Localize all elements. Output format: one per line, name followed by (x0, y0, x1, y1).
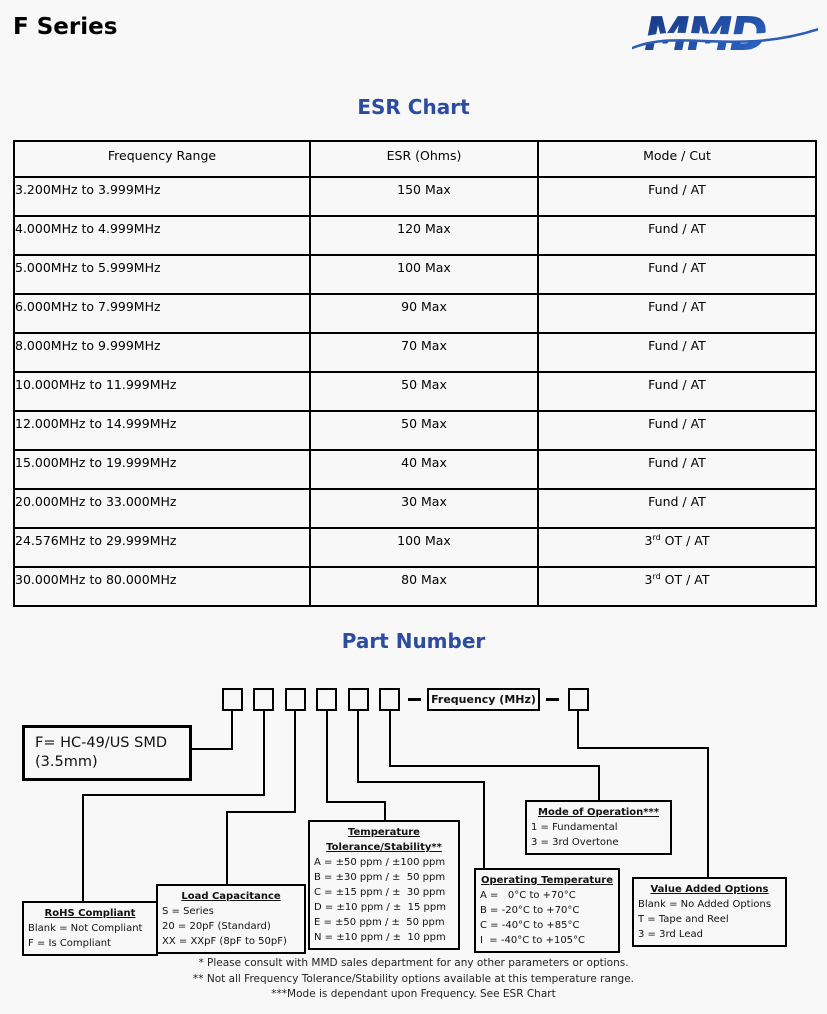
text-line: ** Not all Frequency Tolerance/Stability options available at this temperature range. (193, 972, 634, 985)
cell-esr: 90 Max (310, 294, 538, 333)
part-field-box-4 (316, 688, 337, 711)
text-line: I = -40°C to +105°C (480, 935, 586, 946)
cell-esr: 100 Max (310, 528, 538, 567)
cell-frequency-range: 5.000MHz to 5.999MHz (14, 255, 310, 294)
temperature-tolerance-box (308, 820, 460, 950)
esr-chart-heading: ESR Chart (357, 95, 470, 119)
text-line: B = -20°C to +70°C (480, 905, 580, 916)
col-header-esr-ohms: ESR (Ohms) (310, 141, 538, 177)
mode-of-operation-title: Mode of Operation*** (538, 807, 659, 818)
cell-mode-cut: 3rd OT / AT (538, 567, 816, 606)
cell-esr: 50 Max (310, 372, 538, 411)
connector-line (384, 801, 386, 821)
temperature-tolerance-title (314, 825, 454, 855)
text-line: B = ±30 ppm / ± 50 ppm (314, 872, 446, 883)
cell-mode-cut: Fund / AT (538, 411, 816, 450)
text-line: D = ±10 ppm / ± 15 ppm (314, 902, 446, 913)
text-line: T = Tape and Reel (638, 914, 729, 925)
temperature-tolerance-options (314, 855, 454, 945)
text-line: 1 = Fundamental (531, 822, 618, 833)
text-line: 3 = 3rd Overtone (531, 837, 619, 848)
cell-frequency-range: 12.000MHz to 14.999MHz (14, 411, 310, 450)
operating-temperature-box (474, 868, 620, 953)
cell-frequency-range: 15.000MHz to 19.999MHz (14, 450, 310, 489)
mmd-logo-icon (632, 6, 818, 62)
text-line: Blank = Not Compliant (28, 923, 143, 934)
text-line: C = ±15 ppm / ± 30 ppm (314, 887, 446, 898)
cell-esr: 100 Max (310, 255, 538, 294)
cell-frequency-range: 20.000MHz to 33.000MHz (14, 489, 310, 528)
connector-line (389, 765, 600, 767)
part-field-box-1 (222, 688, 243, 711)
text-line: (3.5mm) (35, 754, 98, 770)
operating-temperature-title: Operating Temperature (480, 875, 614, 886)
table-row (14, 450, 816, 489)
text-line: 3 = 3rd Lead (638, 929, 703, 940)
load-capacitance-title: Load Capacitance (181, 891, 281, 902)
text-line: XX = XXpF (8pF to 50pF) (162, 936, 287, 947)
table-row (14, 372, 816, 411)
cell-frequency-range: 8.000MHz to 9.999MHz (14, 333, 310, 372)
cell-mode-cut: Fund / AT (538, 372, 816, 411)
connector-line (598, 765, 600, 803)
cell-frequency-range: 10.000MHz to 11.999MHz (14, 372, 310, 411)
connector-line (577, 747, 709, 749)
text-line: C = -40°C to +85°C (480, 920, 580, 931)
rohs-options (28, 921, 152, 951)
cell-mode-cut: Fund / AT (538, 489, 816, 528)
connector-line (483, 781, 485, 869)
box-title-line: Temperature (348, 827, 420, 838)
cell-mode-cut: Fund / AT (538, 216, 816, 255)
text-line: S = Series (162, 906, 214, 917)
dash-separator-2 (546, 698, 559, 701)
value-added-options-title: Value Added Options (650, 884, 769, 895)
cell-frequency-range: 24.576MHz to 29.999MHz (14, 528, 310, 567)
cell-esr: 30 Max (310, 489, 538, 528)
connector-line (707, 747, 709, 878)
part-field-box-3 (285, 688, 306, 711)
connector-line (357, 781, 485, 783)
text-line: 20 = 20pF (Standard) (162, 921, 271, 932)
connector-line (577, 710, 579, 749)
mode-of-operation-box (525, 800, 672, 855)
table-row (14, 411, 816, 450)
text-line: A = 0°C to +70°C (480, 890, 576, 901)
cell-frequency-range: 6.000MHz to 7.999MHz (14, 294, 310, 333)
page-title: F Series (13, 14, 118, 40)
cell-esr: 150 Max (310, 177, 538, 216)
table-row (14, 216, 816, 255)
cell-esr: 50 Max (310, 411, 538, 450)
load-capacitance-box (156, 884, 306, 954)
connector-line (82, 794, 265, 796)
table-row (14, 567, 816, 606)
col-header-mode-cut: Mode / Cut (538, 141, 816, 177)
table-row (14, 489, 816, 528)
text-line: A = ±50 ppm / ±100 ppm (314, 857, 446, 868)
connector-line (263, 710, 265, 796)
dash-separator-1 (408, 698, 421, 701)
table-row (14, 333, 816, 372)
text-line: N = ±10 ppm / ± 10 ppm (314, 932, 446, 943)
cell-esr: 120 Max (310, 216, 538, 255)
part-number-heading: Part Number (341, 629, 486, 653)
connector-line (231, 710, 233, 750)
value-added-options-box (632, 877, 787, 947)
operating-temperature-options (480, 888, 614, 948)
connector-line (82, 794, 84, 902)
cell-esr: 40 Max (310, 450, 538, 489)
footnotes (0, 956, 827, 1003)
table-row (14, 255, 816, 294)
esr-table-header-row (14, 141, 816, 177)
part-field-box-5 (348, 688, 369, 711)
text-line: ***Mode is dependant upon Frequency. See ESR Chart (271, 988, 556, 1000)
connector-line (226, 811, 296, 813)
rohs-title: RoHS Compliant (44, 908, 136, 919)
text-line: * Please consult with MMD sales department for any other parameters or options. (198, 957, 629, 969)
cell-frequency-range: 4.000MHz to 4.999MHz (14, 216, 310, 255)
text-line: F= HC-49/US SMD (35, 735, 168, 751)
cell-mode-cut: Fund / AT (538, 177, 816, 216)
cell-mode-cut: Fund / AT (538, 255, 816, 294)
box-title-line: Tolerance/Stability** (326, 842, 442, 853)
cell-frequency-range: 3.200MHz to 3.999MHz (14, 177, 310, 216)
cell-esr: 70 Max (310, 333, 538, 372)
connector-line (190, 748, 233, 750)
col-header-frequency-range: Frequency Range (14, 141, 310, 177)
mode-of-operation-options (531, 820, 666, 850)
part-field-box-7 (568, 688, 589, 711)
connector-line (389, 710, 391, 767)
text-line: Blank = No Added Options (638, 899, 772, 910)
cell-frequency-range: 30.000MHz to 80.000MHz (14, 567, 310, 606)
connector-line (294, 710, 296, 813)
text-line: E = ±50 ppm / ± 50 ppm (314, 917, 445, 928)
connector-line (326, 710, 328, 803)
esr-table-body (14, 177, 816, 606)
cell-mode-cut: Fund / AT (538, 333, 816, 372)
table-row (14, 294, 816, 333)
rohs-compliant-box (22, 901, 158, 956)
part-field-box-2 (253, 688, 274, 711)
cell-mode-cut: 3rd OT / AT (538, 528, 816, 567)
text-line: F = Is Compliant (28, 938, 111, 949)
load-capacitance-options (162, 904, 300, 949)
esr-table (13, 140, 817, 607)
table-row (14, 528, 816, 567)
series-label-box (22, 725, 192, 781)
connector-line (226, 811, 228, 885)
cell-mode-cut: Fund / AT (538, 450, 816, 489)
cell-mode-cut: Fund / AT (538, 294, 816, 333)
value-added-options-list (638, 897, 781, 942)
table-row (14, 177, 816, 216)
frequency-field-box: Frequency (MHz) (427, 688, 540, 711)
mmd-logo-text: MMD (644, 7, 765, 61)
connector-line (326, 801, 386, 803)
part-field-box-6 (379, 688, 400, 711)
mmd-logo (632, 6, 818, 66)
cell-esr: 80 Max (310, 567, 538, 606)
connector-line (357, 710, 359, 783)
